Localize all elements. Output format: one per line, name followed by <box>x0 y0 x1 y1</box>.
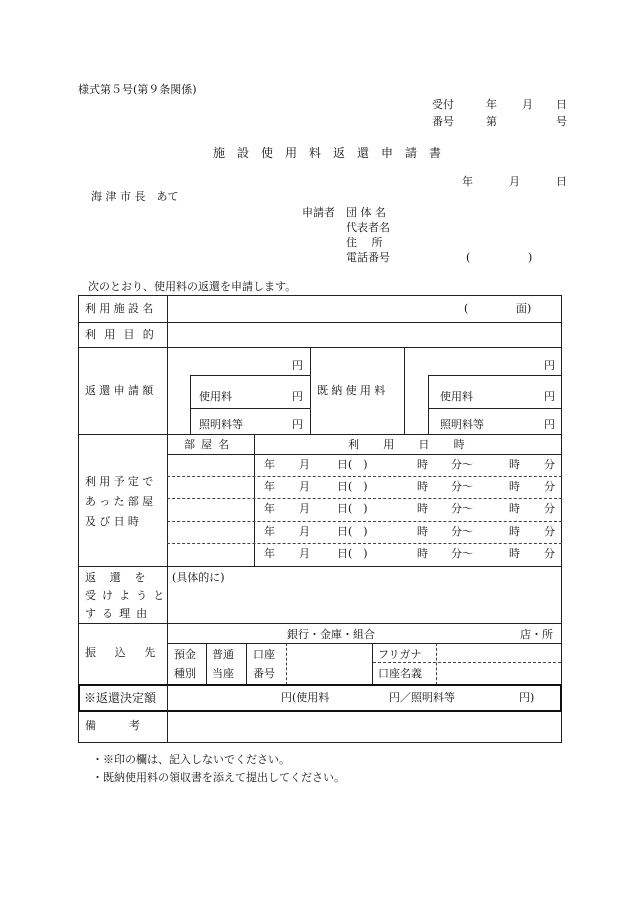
row-year: 年 <box>264 502 275 515</box>
row-minute-from: 分～ <box>451 480 473 493</box>
row-hour: 時 <box>417 525 428 538</box>
paid-lighting-fee: 照明料等 <box>440 418 484 431</box>
form-number: 様式第５号(第９条関係) <box>78 83 197 96</box>
row-day: 日( ) <box>337 480 368 493</box>
page-title: 施設使用料返還申請書 <box>213 146 454 160</box>
row-minute: 分 <box>544 502 555 515</box>
row-hour: 時 <box>417 458 428 471</box>
account-holder-label: 口座名義 <box>378 667 422 680</box>
label-schedule-1: 利用予定で <box>85 475 157 488</box>
applicant-representative: 代表者名 <box>346 221 390 234</box>
facility-unit: 面) <box>516 302 532 315</box>
account-type-ordinary: 普通 <box>212 648 234 661</box>
applicant-label: 申請者 <box>302 206 335 219</box>
row-hour2: 時 <box>509 458 520 471</box>
label-schedule-3: 及び日時 <box>85 515 143 528</box>
date-year: 年 <box>462 175 473 188</box>
row-day: 日( ) <box>337 547 368 560</box>
paid-lighting-yen: 円 <box>544 418 555 431</box>
note-1: ・※印の欄は、記入しないでください。 <box>92 753 290 766</box>
row-minute-from: 分～ <box>451 502 473 515</box>
row-month: 月 <box>299 525 310 538</box>
row-year: 年 <box>264 547 275 560</box>
reason-hint: (具体的に) <box>172 571 225 584</box>
decision-text-3: 円) <box>519 691 535 704</box>
label-reason-1: 返還を <box>85 571 160 584</box>
row-day: 日( ) <box>337 458 368 471</box>
deposit-type-1: 預金 <box>174 648 196 661</box>
addressee: 海 津 市 長 あて <box>91 190 179 203</box>
account-number-1: 口座 <box>253 648 275 661</box>
intro-text: 次のとおり、使用料の返還を申請します。 <box>88 280 297 293</box>
label-purpose: 利用目的 <box>85 328 162 341</box>
note-2: ・既納使用料の領収書を添えて提出してください。 <box>92 771 345 784</box>
label-reason-2: 受けようと <box>85 589 171 602</box>
applicant-phone: 電話番号 <box>346 251 390 264</box>
row-minute: 分 <box>544 458 555 471</box>
number-prefix: 第 <box>486 115 497 128</box>
label-remarks: 備 考 <box>85 719 140 732</box>
label-facility-name: 利用施設名 <box>85 302 157 315</box>
deposit-type-2: 種別 <box>174 667 196 680</box>
account-number-2: 番号 <box>253 667 275 680</box>
row-minute: 分 <box>544 480 555 493</box>
account-type-current: 当座 <box>212 667 234 680</box>
header-room-name: 部屋名 <box>184 438 236 451</box>
row-year: 年 <box>264 458 275 471</box>
reception-label: 受付 <box>432 98 454 111</box>
row-hour2: 時 <box>509 525 520 538</box>
decision-text-2: 円／照明料等 <box>389 691 455 704</box>
applicant-organization: 団 体 名 <box>346 206 386 219</box>
row-hour2: 時 <box>509 502 520 515</box>
row-minute-from: 分～ <box>451 458 473 471</box>
row-month: 月 <box>299 547 310 560</box>
row-minute-from: 分～ <box>451 525 473 538</box>
row-year: 年 <box>264 480 275 493</box>
row-year: 年 <box>264 525 275 538</box>
row-hour2: 時 <box>509 480 520 493</box>
label-schedule-2: あった部屋 <box>85 495 157 508</box>
refund-lighting-fee: 照明料等 <box>199 418 243 431</box>
label-paid-fee: 既納使用料 <box>317 384 389 397</box>
phone-paren-close: ) <box>528 251 533 264</box>
row-day: 日( ) <box>337 525 368 538</box>
row-hour: 時 <box>417 547 428 560</box>
label-decision-amount: ※返還決定額 <box>84 691 157 705</box>
branch-types: 店・所 <box>520 628 553 641</box>
decision-text-1: 円(使用料 <box>281 691 330 704</box>
refund-usage-fee: 使用料 <box>199 390 232 403</box>
bank-types: 銀行・金庫・組合 <box>287 628 375 641</box>
number-label: 番号 <box>432 115 454 128</box>
refund-total-yen: 円 <box>292 359 303 372</box>
row-hour: 時 <box>417 502 428 515</box>
date-day: 日 <box>556 175 567 188</box>
paid-usage-yen: 円 <box>544 390 555 403</box>
reception-year: 年 <box>486 98 497 111</box>
row-month: 月 <box>299 480 310 493</box>
label-refund-amount: 返還申請額 <box>85 384 157 397</box>
number-suffix: 号 <box>556 115 567 128</box>
paid-usage-fee: 使用料 <box>440 390 473 403</box>
header-usage-datetime: 利用日時 <box>348 438 489 451</box>
row-hour2: 時 <box>509 547 520 560</box>
row-month: 月 <box>299 502 310 515</box>
row-minute: 分 <box>544 525 555 538</box>
paid-total-yen: 円 <box>544 359 555 372</box>
row-month: 月 <box>299 458 310 471</box>
label-transfer: 振込先 <box>85 646 175 659</box>
refund-lighting-yen: 円 <box>292 418 303 431</box>
row-day: 日( ) <box>337 502 368 515</box>
applicant-address: 住 所 <box>346 236 383 249</box>
reception-day: 日 <box>556 98 567 111</box>
phone-paren-open: ( <box>466 251 471 264</box>
date-month: 月 <box>509 175 520 188</box>
row-minute: 分 <box>544 547 555 560</box>
row-hour: 時 <box>417 480 428 493</box>
label-reason-3: する理由 <box>85 607 154 620</box>
reception-month: 月 <box>522 98 533 111</box>
facility-paren-open: ( <box>464 302 469 315</box>
refund-usage-yen: 円 <box>292 390 303 403</box>
row-minute-from: 分～ <box>451 547 473 560</box>
furigana-label: フリガナ <box>378 648 422 661</box>
